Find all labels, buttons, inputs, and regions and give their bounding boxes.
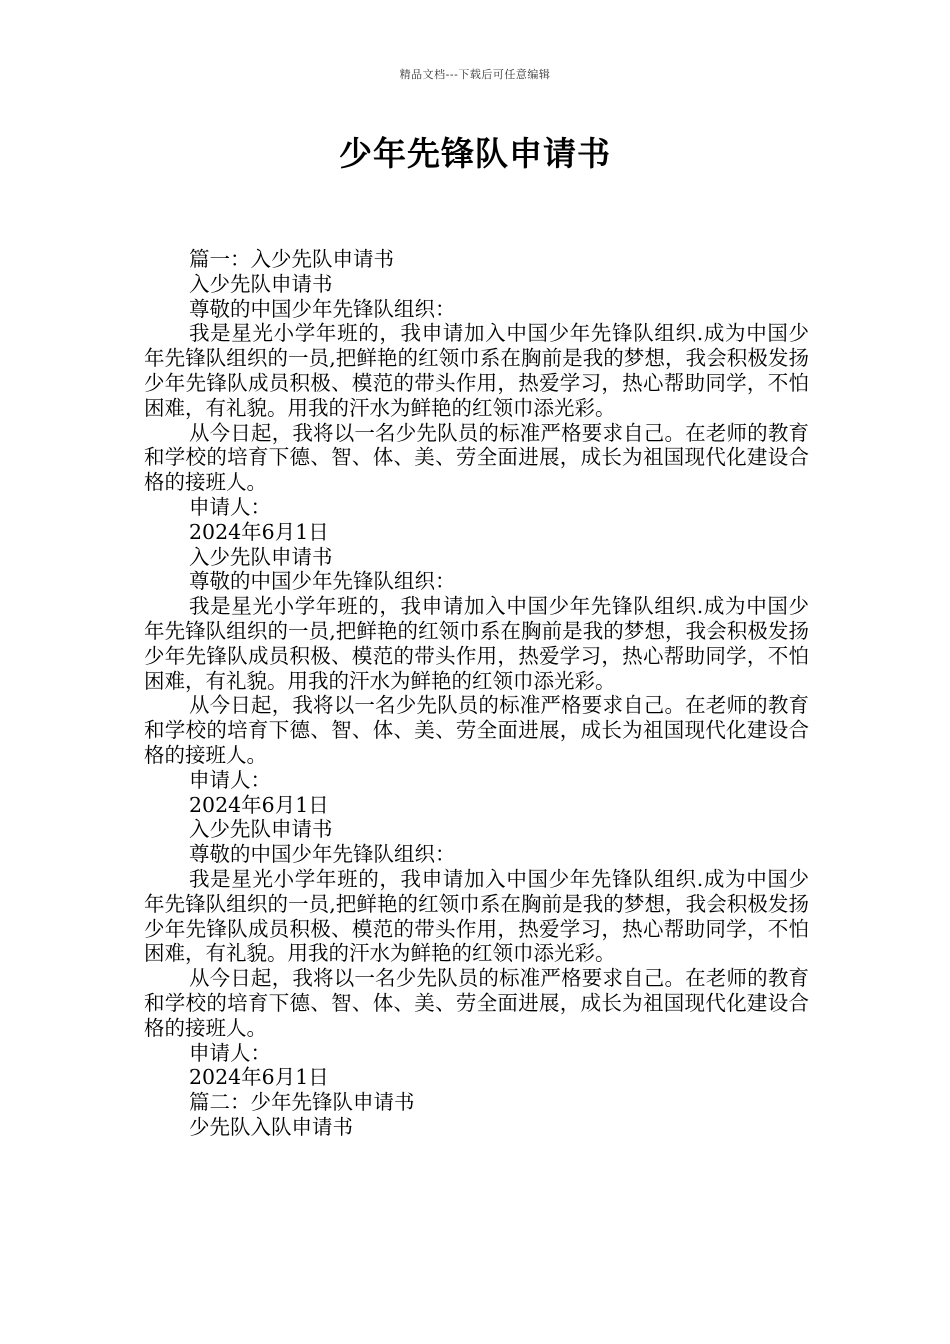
- part-heading: 篇二：少年先锋队申请书: [189, 1090, 415, 1115]
- applicant-label: 申请人：: [189, 767, 271, 792]
- letter-paragraph: 从今日起，我将以一名少先队员的标准严格要求自己。在老师的教育和学校的培育下德、智、体、美、劳全面进展，成长为祖国现代化建设合格的接班人。: [144, 693, 809, 767]
- letter-date: 2024年6月1日: [189, 792, 329, 817]
- letter-date: 2024年6月1日: [189, 519, 329, 544]
- applicant-label: 申请人：: [189, 1040, 271, 1065]
- letter-paragraph: 从今日起，我将以一名少先队员的标准严格要求自己。在老师的教育和学校的培育下德、智、体、美、劳全面进展，成长为祖国现代化建设合格的接班人。: [144, 420, 809, 495]
- document-body: [144, 247, 809, 1140]
- letter-salutation: 尊敬的中国少年先锋队组织：: [189, 842, 456, 867]
- letter-paragraph: 我是星光小学年班的，我申请加入中国少年先锋队组织.成为中国少年先锋队组织的一员,把鲜艳的红领巾系在胸前是我的梦想，我会积极发扬少年先锋队成员积极、模范的带头作用，热爱学习，热心帮助同学，不怕困难，有礼貌。用我的汗水为鲜艳的红领巾添光彩。: [144, 866, 809, 966]
- letter-salutation: 尊敬的中国少年先锋队组织：: [189, 569, 456, 594]
- part-heading: 篇一：入少先队申请书: [189, 247, 394, 271]
- letter-title: 入少先队申请书: [189, 817, 333, 842]
- document-title: 少年先锋队申请书: [339, 134, 611, 173]
- part-subheading: 少先队入队申请书: [189, 1114, 353, 1139]
- letter-paragraph: 我是星光小学年班的，我申请加入中国少年先锋队组织.成为中国少年先锋队组织的一员,把鲜艳的红领巾系在胸前是我的梦想，我会积极发扬少年先锋队成员积极、模范的带头作用，热爱学习，热心帮助同学，不怕困难，有礼貌。用我的汗水为鲜艳的红领巾添光彩。: [144, 321, 809, 420]
- letter-paragraph: 从今日起，我将以一名少先队员的标准严格要求自己。在老师的教育和学校的培育下德、智、体、美、劳全面进展，成长为祖国现代化建设合格的接班人。: [144, 966, 809, 1040]
- applicant-label: 申请人：: [189, 494, 271, 519]
- letter-salutation: 尊敬的中国少年先锋队组织：: [189, 296, 456, 321]
- letter-title: 入少先队申请书: [189, 544, 333, 569]
- letter-date: 2024年6月1日: [189, 1065, 329, 1090]
- letter-paragraph: 我是星光小学年班的，我申请加入中国少年先锋队组织.成为中国少年先锋队组织的一员,把鲜艳的红领巾系在胸前是我的梦想，我会积极发扬少年先锋队成员积极、模范的带头作用，热爱学习，热心帮助同学，不怕困难，有礼貌。用我的汗水为鲜艳的红领巾添光彩。: [144, 594, 809, 693]
- letter-title: 入少先队申请书: [189, 271, 333, 296]
- header-note: 精品文档---下载后可任意编辑: [399, 68, 551, 81]
